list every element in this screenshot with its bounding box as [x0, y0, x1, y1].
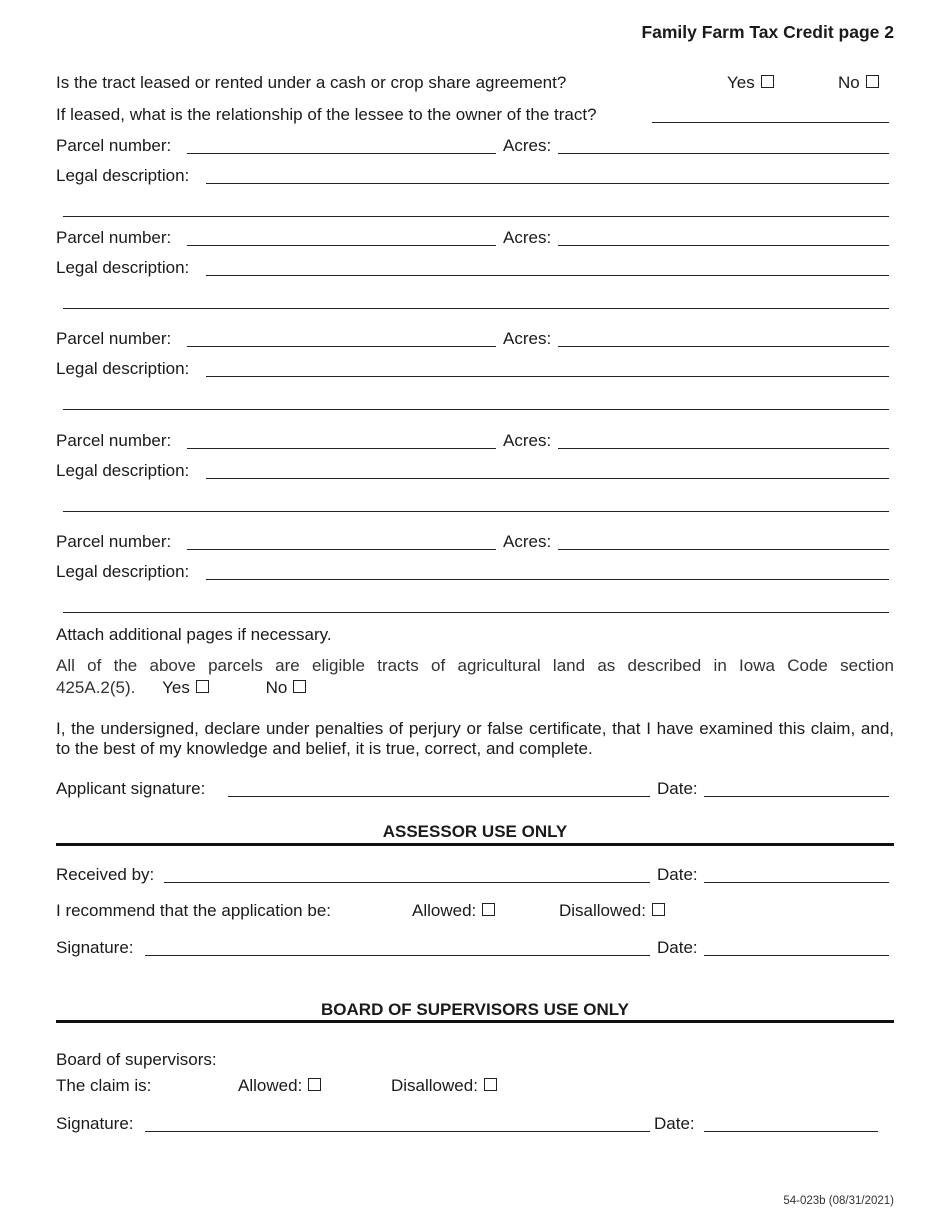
form-number: 54-023b (08/31/2021): [783, 1195, 894, 1207]
assessor-signature-field[interactable]: [145, 955, 650, 956]
legal-description-field[interactable]: [206, 376, 889, 377]
assessor-disallowed-label: Disallowed:: [559, 901, 646, 920]
lease-yes-option[interactable]: [727, 73, 774, 93]
lease-no-option[interactable]: [838, 73, 879, 93]
recommend-label: I recommend that the application be:: [56, 901, 331, 920]
board-signature-field[interactable]: [145, 1131, 650, 1132]
board-disallowed-option[interactable]: [391, 1076, 497, 1096]
acres-label: Acres:: [503, 532, 552, 551]
legal-description-label: Legal description:: [56, 166, 190, 185]
legal-description-continuation-field[interactable]: [63, 612, 889, 613]
lessee-relationship-question: If leased, what is the relationship of the lessee to the owner of the tract?: [56, 105, 597, 124]
parcel-number-label: Parcel number:: [56, 228, 172, 247]
eligibility-no-label: No: [265, 678, 288, 697]
parcel-number-field[interactable]: [187, 448, 496, 449]
acres-label: Acres:: [503, 431, 552, 450]
eligibility-text: All of the above parcels are eligible tracts of agricultural land as described in Iowa Code section: [56, 656, 894, 675]
assessor-signature-date-label: Date:: [657, 938, 698, 957]
lease-yes-label: Yes: [727, 73, 755, 92]
parcel-number-label: Parcel number:: [56, 431, 172, 450]
attach-note: Attach additional pages if necessary.: [56, 625, 332, 644]
board-allowed-option[interactable]: [238, 1076, 321, 1096]
legal-description-field[interactable]: [206, 275, 889, 276]
applicant-signature-label: Applicant signature:: [56, 779, 206, 798]
board-heading: BOARD OF SUPERVISORS USE ONLY: [321, 1000, 629, 1019]
assessor-allowed-label: Allowed:: [412, 901, 477, 920]
lease-no-label: No: [838, 73, 860, 92]
assessor-signature-label: Signature:: [56, 938, 134, 957]
legal-description-label: Legal description:: [56, 461, 190, 480]
board-allowed-checkbox[interactable]: [308, 1078, 321, 1091]
parcel-number-label: Parcel number:: [56, 136, 172, 155]
applicant-date-field[interactable]: [704, 796, 889, 797]
board-divider: [56, 1020, 894, 1023]
legal-description-label: Legal description:: [56, 359, 190, 378]
eligibility-yes-checkbox[interactable]: [196, 680, 209, 693]
legal-description-continuation-field[interactable]: [63, 216, 889, 217]
acres-field[interactable]: [558, 448, 889, 449]
assessor-signature-date-field[interactable]: [704, 955, 889, 956]
page-title: Family Farm Tax Credit page 2: [641, 22, 894, 42]
legal-description-label: Legal description:: [56, 258, 190, 277]
parcel-number-label: Parcel number:: [56, 329, 172, 348]
legal-description-continuation-field[interactable]: [63, 511, 889, 512]
lessee-relationship-field[interactable]: [652, 122, 889, 123]
board-label: Board of supervisors:: [56, 1050, 217, 1069]
assessor-divider: [56, 843, 894, 846]
assessor-allowed-option[interactable]: [412, 901, 495, 921]
eligibility-yes-option[interactable]: [162, 678, 213, 697]
acres-label: Acres:: [503, 136, 552, 155]
assessor-date-label: Date:: [657, 865, 698, 884]
board-signature-label: Signature:: [56, 1114, 134, 1133]
legal-description-continuation-field[interactable]: [63, 308, 889, 309]
eligibility-line-two: [56, 678, 306, 698]
acres-field[interactable]: [558, 153, 889, 154]
board-allowed-label: Allowed:: [238, 1076, 303, 1095]
assessor-date-field[interactable]: [704, 882, 889, 883]
legal-description-field[interactable]: [206, 478, 889, 479]
parcel-number-label: Parcel number:: [56, 532, 172, 551]
legal-description-field[interactable]: [206, 579, 889, 580]
board-disallowed-label: Disallowed:: [391, 1076, 478, 1095]
board-date-field[interactable]: [704, 1131, 878, 1132]
acres-label: Acres:: [503, 228, 552, 247]
eligibility-no-option[interactable]: [266, 678, 307, 697]
legal-description-label: Legal description:: [56, 562, 190, 581]
eligibility-cite: 425A.2(5).: [56, 678, 136, 697]
lease-yes-checkbox[interactable]: [761, 75, 774, 88]
legal-description-continuation-field[interactable]: [63, 409, 889, 410]
parcel-number-field[interactable]: [187, 549, 496, 550]
declaration-text: I, the undersigned, declare under penalties of perjury or false certificate, that I have examined this claim, and, to the best of my knowledge and belief, it is true, correct, and complete.: [56, 719, 894, 758]
parcel-number-field[interactable]: [187, 245, 496, 246]
assessor-heading: ASSESSOR USE ONLY: [382, 822, 568, 841]
board-disallowed-checkbox[interactable]: [484, 1078, 497, 1091]
claim-label: The claim is:: [56, 1076, 152, 1095]
acres-field[interactable]: [558, 346, 889, 347]
applicant-date-label: Date:: [657, 779, 698, 798]
legal-description-field[interactable]: [206, 183, 889, 184]
received-by-field[interactable]: [164, 882, 650, 883]
assessor-disallowed-option[interactable]: [559, 901, 665, 921]
lease-no-checkbox[interactable]: [866, 75, 879, 88]
parcel-number-field[interactable]: [187, 153, 496, 154]
acres-field[interactable]: [558, 245, 889, 246]
acres-label: Acres:: [503, 329, 552, 348]
applicant-signature-field[interactable]: [228, 796, 650, 797]
acres-field[interactable]: [558, 549, 889, 550]
eligibility-no-checkbox[interactable]: [293, 680, 306, 693]
assessor-disallowed-checkbox[interactable]: [652, 903, 665, 916]
eligibility-yes-label: Yes: [162, 678, 190, 697]
parcel-number-field[interactable]: [187, 346, 496, 347]
lease-question: Is the tract leased or rented under a cash or crop share agreement?: [56, 73, 567, 92]
board-date-label: Date:: [654, 1114, 695, 1133]
received-by-label: Received by:: [56, 865, 155, 884]
assessor-allowed-checkbox[interactable]: [482, 903, 495, 916]
